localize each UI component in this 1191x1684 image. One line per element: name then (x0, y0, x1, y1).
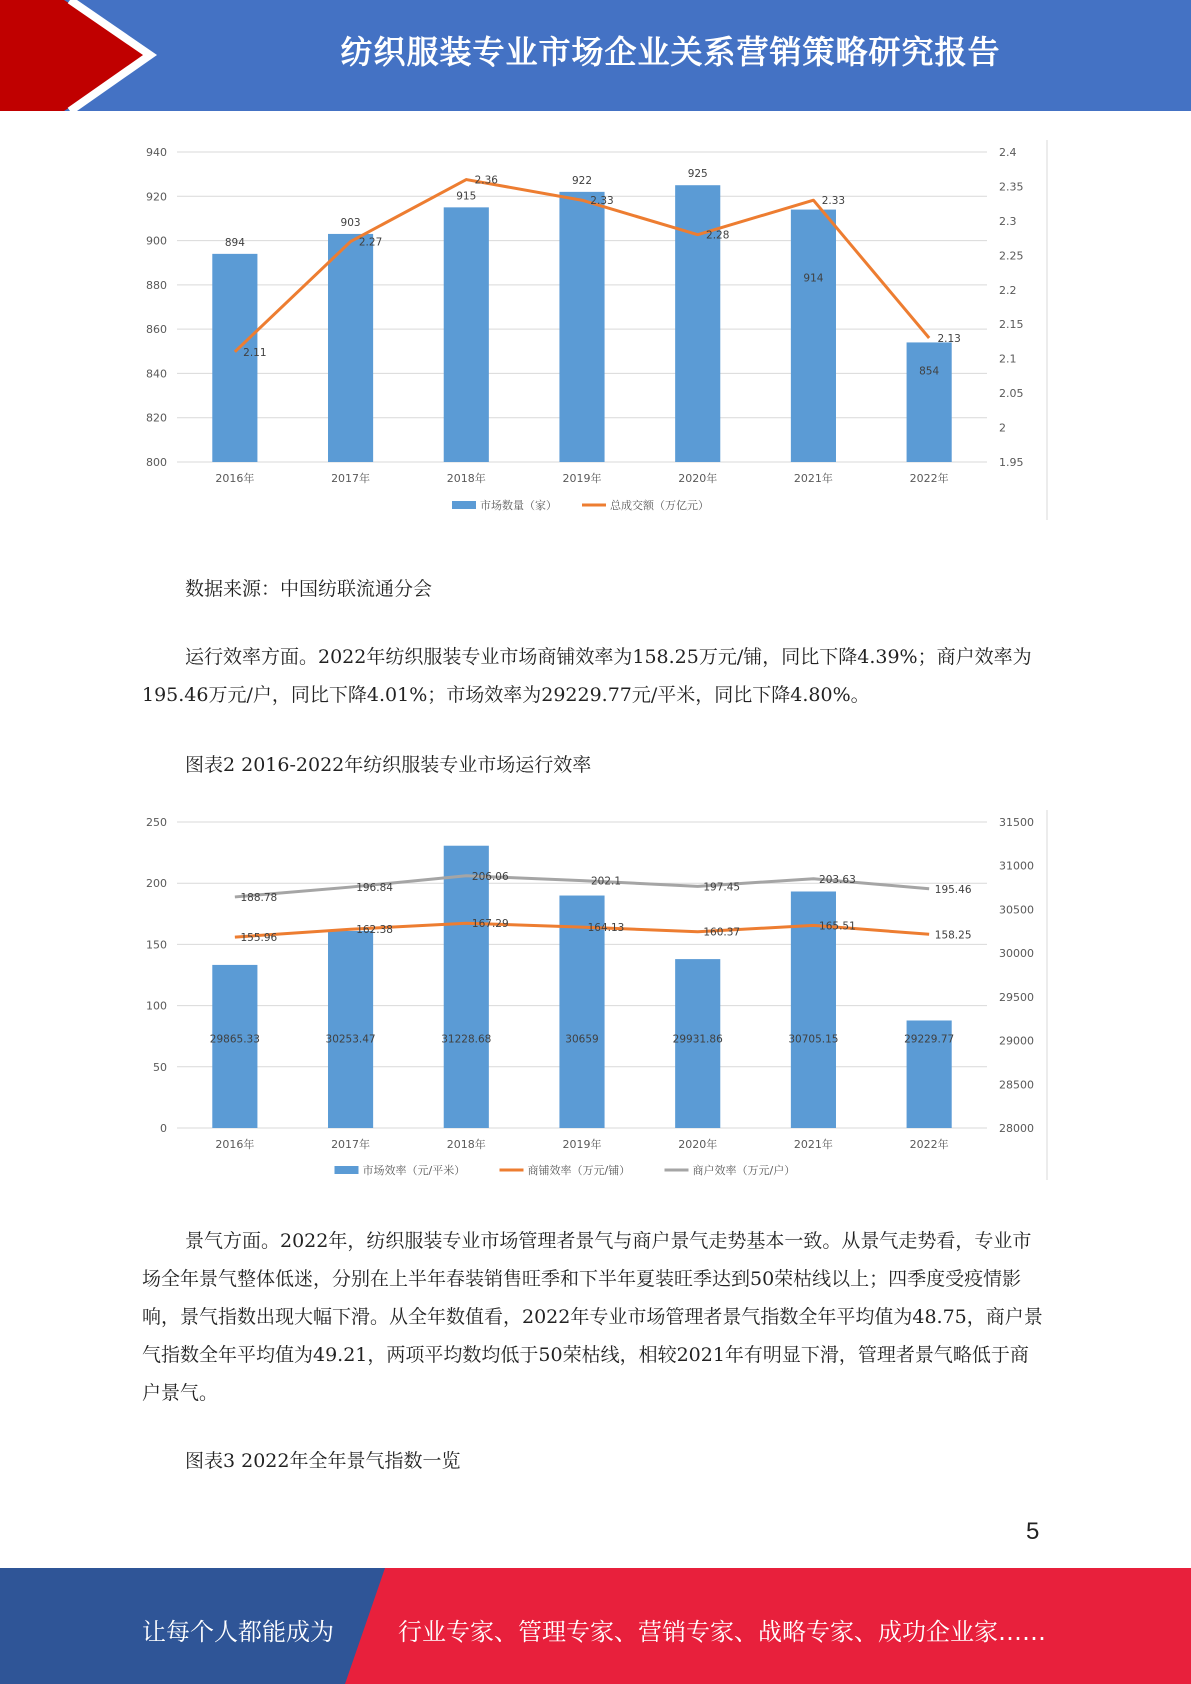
x-tick-label: 2021年 (793, 472, 833, 485)
y-left-tick-label: 800 (146, 456, 167, 469)
bar-data-label: 922 (571, 174, 593, 187)
efficiency-chart (142, 808, 1050, 1180)
bar-data-label: 854 (919, 365, 940, 378)
y-right-tick-label: 30500 (999, 903, 1034, 917)
y-left-tick-label: 900 (146, 234, 167, 248)
line-data-label: 155.96 (240, 932, 278, 945)
x-tick-label: 2021年 (793, 1138, 833, 1151)
line-data-label: 206.06 (471, 870, 509, 883)
y-left-tick-label: 50 (153, 1060, 167, 1074)
y-left-tick-label: 920 (146, 190, 167, 204)
x-tick-label: 2017年 (331, 1138, 371, 1151)
line-data-label: 167.29 (471, 918, 509, 931)
header-title: 纺织服装专业市场企业关系营销策略研究报告 (340, 33, 1001, 71)
y-right-tick-label: 28500 (999, 1078, 1034, 1092)
page-number: 5 (1026, 1518, 1040, 1545)
market-count-chart (142, 140, 1050, 520)
legend-label: 商铺效率（万元/铺） (527, 1164, 631, 1177)
bar-data-label: 903 (340, 216, 361, 229)
legend-label: 总成交额（万亿元） (610, 499, 709, 512)
page-header (0, 0, 1191, 111)
line-data-label: 188.78 (240, 891, 278, 904)
line-data-label: 2.27 (358, 236, 383, 249)
y-right-tick-label: 2 (999, 421, 1006, 435)
x-tick-label: 2022年 (909, 1138, 949, 1151)
y-right-tick-label: 29500 (999, 990, 1034, 1004)
bar-data-label: 925 (687, 168, 708, 181)
y-left-tick-label: 100 (146, 999, 167, 1013)
bar-data-label: 29229.77 (904, 1033, 955, 1046)
bar (907, 342, 952, 462)
y-right-tick-label: 29000 (999, 1034, 1034, 1048)
x-tick-label: 2020年 (678, 472, 718, 485)
bar (559, 192, 604, 462)
line-data-label: 2.28 (706, 229, 730, 242)
bar (328, 931, 373, 1128)
x-tick-label: 2022年 (909, 472, 949, 485)
bar-data-label: 915 (456, 190, 477, 203)
line-data-label: 196.84 (356, 882, 393, 895)
y-left-tick-label: 880 (146, 278, 167, 292)
y-left-tick-label: 0 (160, 1122, 167, 1135)
y-left-tick-label: 820 (146, 411, 167, 425)
y-right-tick-label: 2.25 (999, 249, 1024, 263)
line-data-label: 162.38 (356, 924, 393, 937)
bar-data-label: 914 (803, 272, 824, 285)
line-data-label: 2.11 (243, 346, 267, 359)
data-source-note: 数据来源：中国纺联流通分会 (185, 578, 433, 600)
y-left-tick-label: 250 (146, 816, 167, 829)
y-right-tick-label: 31000 (999, 859, 1034, 873)
bar-data-label: 30253.47 (325, 1033, 376, 1046)
legend-label: 市场效率（元/平米） (362, 1164, 466, 1177)
bar (791, 210, 836, 462)
x-tick-label: 2018年 (446, 472, 486, 485)
bar-data-label: 30705.15 (788, 1033, 839, 1046)
line-data-label: 2.33 (821, 195, 846, 208)
bar (444, 846, 489, 1128)
legend-label: 市场数量（家） (480, 499, 557, 512)
y-right-tick-label: 2.35 (999, 180, 1024, 194)
line-data-label: 158.25 (934, 929, 972, 942)
y-right-tick-label: 2.1 (999, 352, 1017, 366)
x-tick-label: 2016年 (215, 472, 255, 485)
line-data-label: 165.51 (819, 920, 856, 933)
legend-label: 商户效率（万元/户） (692, 1164, 796, 1177)
y-right-tick-label: 30000 (999, 947, 1034, 961)
bar-data-label: 30659 (565, 1033, 599, 1046)
line-data-label: 160.37 (703, 926, 741, 939)
x-tick-label: 2019年 (562, 1138, 602, 1151)
y-left-tick-label: 940 (146, 146, 167, 159)
line-data-label: 164.13 (587, 922, 625, 935)
y-right-tick-label: 2.4 (999, 146, 1017, 159)
sentiment-paragraph: 景气方面。2022年，纺织服装专业市场管理者景气与商户景气走势基本一致。从景气走势看，专业市场全年景气整体低迷，分别在上半年春装销售旺季和下半年夏装旺季达到50荣枯线以上；四季度受疫情影响，景气指数出现大幅下滑。从全年数值看，2022年专业市场管理者景气指数全年平均值为48.75，商户景气指数全年平均值为49.21，两项平均数均低于50荣枯线，相较2021年有明显下滑，管理者景气略低于商户景气。 (142, 1230, 1043, 1404)
x-tick-label: 2016年 (215, 1138, 255, 1151)
y-right-tick-label: 28000 (999, 1122, 1034, 1135)
bar-data-label: 29931.86 (672, 1033, 723, 1046)
y-right-tick-label: 1.95 (999, 456, 1024, 469)
x-tick-label: 2017年 (331, 472, 371, 485)
market-count-chart-svg (142, 140, 1050, 520)
y-left-tick-label: 200 (146, 877, 167, 891)
y-left-tick-label: 860 (146, 323, 167, 337)
line-data-label: 197.45 (703, 881, 741, 894)
y-left-tick-label: 150 (146, 938, 167, 952)
x-tick-label: 2020年 (678, 1138, 718, 1151)
figure-2-caption: 图表2 2016-2022年纺织服装专业市场运行效率 (185, 754, 592, 776)
legend-swatch (452, 501, 476, 509)
bar-data-label: 29865.33 (209, 1033, 260, 1046)
legend-swatch (335, 1166, 359, 1174)
y-right-tick-label: 2.2 (999, 283, 1017, 297)
line-data-label: 195.46 (934, 883, 972, 896)
bar (675, 185, 720, 462)
line-data-label: 202.1 (590, 875, 622, 888)
line-data-label: 203.63 (819, 873, 856, 886)
bar (212, 965, 257, 1128)
y-right-tick-label: 2.05 (999, 387, 1024, 401)
header-arrow-icon (0, 0, 160, 111)
bar (444, 207, 489, 462)
y-left-tick-label: 840 (146, 367, 167, 381)
figure-3-caption: 图表3 2022年全年景气指数一览 (185, 1450, 461, 1472)
footer-titles: 行业专家、管理专家、营销专家、战略专家、成功企业家…… (398, 1618, 1046, 1646)
line-data-label: 2.13 (937, 333, 961, 345)
bar-data-label: 894 (224, 236, 245, 249)
x-tick-label: 2019年 (562, 472, 602, 485)
footer-slogan: 让每个人都能成为 (142, 1618, 334, 1646)
line-data-label: 2.36 (474, 174, 498, 187)
efficiency-chart-svg (142, 808, 1050, 1180)
x-tick-label: 2018年 (446, 1138, 486, 1151)
y-right-tick-label: 2.15 (999, 318, 1024, 332)
bar (328, 234, 373, 462)
bar-data-label: 31228.68 (441, 1033, 492, 1046)
y-right-tick-label: 2.3 (999, 214, 1017, 228)
efficiency-paragraph: 运行效率方面。2022年纺织服装专业市场商铺效率为158.25万元/铺，同比下降4.39%；商户效率为195.46万元/户，同比下降4.01%；市场效率为29229.77元/平米，同比下降4.80%。 (142, 646, 1032, 706)
y-right-tick-label: 31500 (999, 816, 1034, 829)
line-data-label: 2.33 (590, 195, 614, 208)
